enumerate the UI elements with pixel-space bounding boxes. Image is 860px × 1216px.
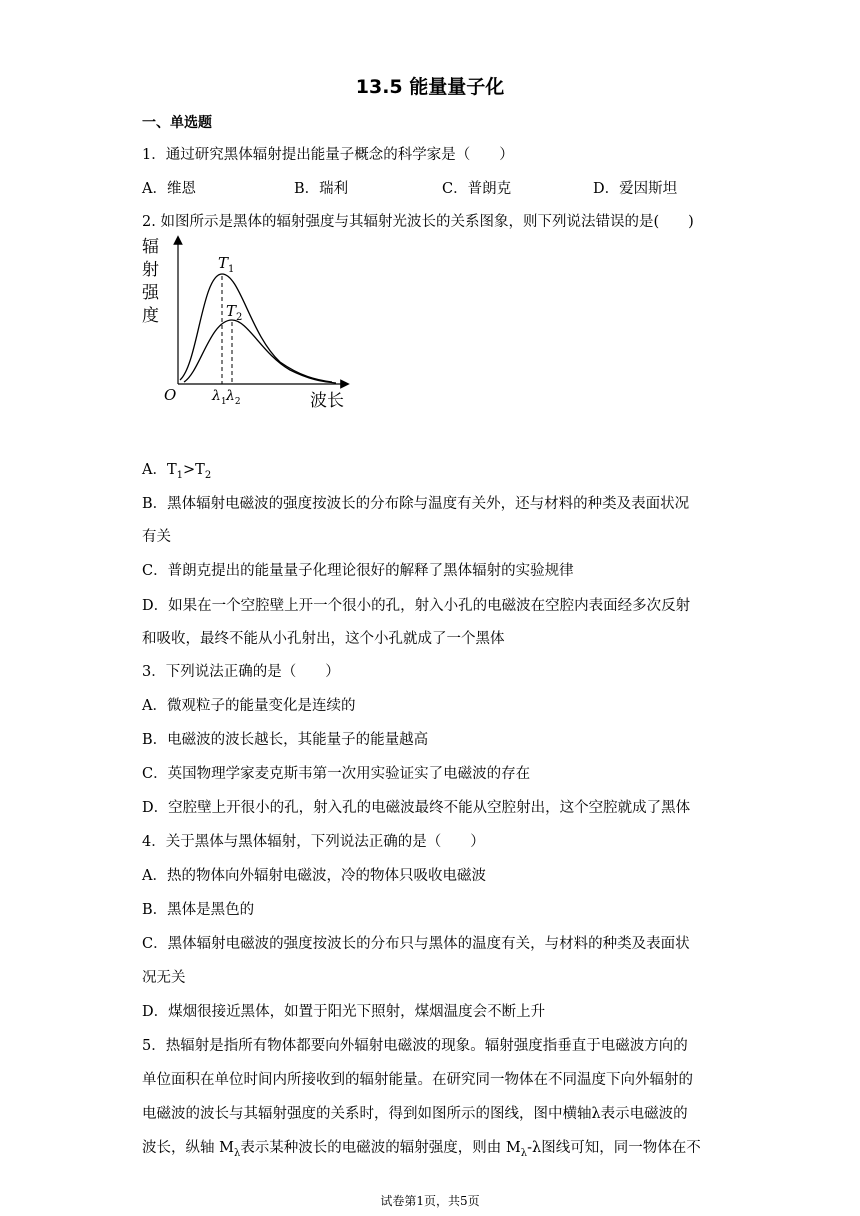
q5-line3: 电磁波的波长与其辐射强度的关系时，得到如图所示的图线，图中横轴λ表示电磁波的 [142, 1106, 688, 1122]
q2-option-a: A．$T_1>T_2$ [142, 462, 212, 481]
q1-option-a: A．维恩 [142, 181, 196, 197]
q3-option-d: D．空腔壁上开很小的孔，射入孔的电磁波最终不能从空腔射出，这个空腔就成了黑体 [142, 800, 691, 816]
y-axis-label-char: 强 [142, 283, 159, 303]
lambda2-label: $\lambda_2$ [226, 388, 241, 407]
y-axis-label-char: 度 [142, 306, 159, 326]
q4-stem: 4．关于黑体与黑体辐射，下列说法正确的是（ ） [142, 834, 485, 850]
q3-option-b: B．电磁波的波长越长，其能量子的能量越高 [142, 732, 429, 748]
section-heading: 一、单选题 [142, 115, 212, 131]
q4-option-c-line2: 况无关 [142, 970, 186, 986]
q5-line2: 单位面积在单位时间内所接收到的辐射能量。在研究同一物体在不同温度下向外辐射的 [142, 1072, 693, 1088]
q2-option-c: C．普朗克提出的能量量子化理论很好的解释了黑体辐射的实验规律 [142, 563, 574, 579]
q1-option-c: C．普朗克 [442, 181, 512, 197]
q4-option-b: B．黑体是黑色的 [142, 902, 255, 918]
q2-option-b-line2: 有关 [142, 529, 171, 545]
y-axis-label-char: 射 [142, 260, 159, 280]
q3-option-a: A．微观粒子的能量变化是连续的 [142, 698, 356, 714]
q2-option-d-line1: D．如果在一个空腔壁上开一个很小的孔，射入小孔的电磁波在空腔内表面经多次反射 [142, 598, 691, 614]
q5-line1: 5．热辐射是指所有物体都要向外辐射电磁波的现象。辐射强度指垂直于电磁波方向的 [142, 1038, 688, 1054]
q1-option-b: B．瑞利 [294, 181, 349, 197]
y-axis-label-char: 辐 [142, 237, 159, 257]
q2-option-b-line1: B．黑体辐射电磁波的强度按波长的分布除与温度有关外，还与材料的种类及表面状况 [142, 496, 690, 512]
q4-option-d: D．煤烟很接近黑体，如置于阳光下照射，煤烟温度会不断上升 [142, 1004, 546, 1020]
q2-option-d-line2: 和吸收，最终不能从小孔射出，这个小孔就成了一个黑体 [142, 631, 505, 647]
page-footer: 试卷第1页，共5页 [380, 1194, 480, 1208]
curve-t1-label: $T_1$ [218, 254, 235, 275]
q4-option-a: A．热的物体向外辐射电磁波，冷的物体只吸收电磁波 [142, 868, 486, 884]
curve-t1 [180, 274, 332, 382]
q3-stem: 3．下列说法正确的是（ ） [142, 664, 340, 680]
page-title: 13.5 能量量子化 [355, 76, 505, 98]
q1-stem: 1．通过研究黑体辐射提出能量子概念的科学家是（ ） [142, 147, 514, 163]
curve-t2-label: $T_2$ [226, 302, 243, 323]
q1-options [142, 177, 742, 197]
q2-stem: 2. 如图所示是黑体的辐射强度与其辐射光波长的关系图象，则下列说法错误的是( ) [142, 214, 694, 230]
x-axis-label: 波长 [310, 391, 344, 411]
q3-option-c: C．英国物理学家麦克斯韦第一次用实验证实了电磁波的存在 [142, 766, 531, 782]
blackbody-radiation-figure [140, 234, 360, 414]
q5-line4: 波长，纵轴 $M_\lambda$表示某种波长的电磁波的辐射强度，则由 $M_\lambda-\lambda$图线可知，同一物体在不 [142, 1140, 701, 1159]
lambda1-label: $\lambda_1$ [212, 388, 227, 407]
q4-option-c-line1: C．黑体辐射电磁波的强度按波长的分布只与黑体的温度有关，与材料的种类及表面状 [142, 936, 690, 952]
curve-t2 [184, 320, 336, 383]
q1-option-d: D．爱因斯坦 [593, 181, 678, 197]
origin-label: O [164, 386, 177, 404]
